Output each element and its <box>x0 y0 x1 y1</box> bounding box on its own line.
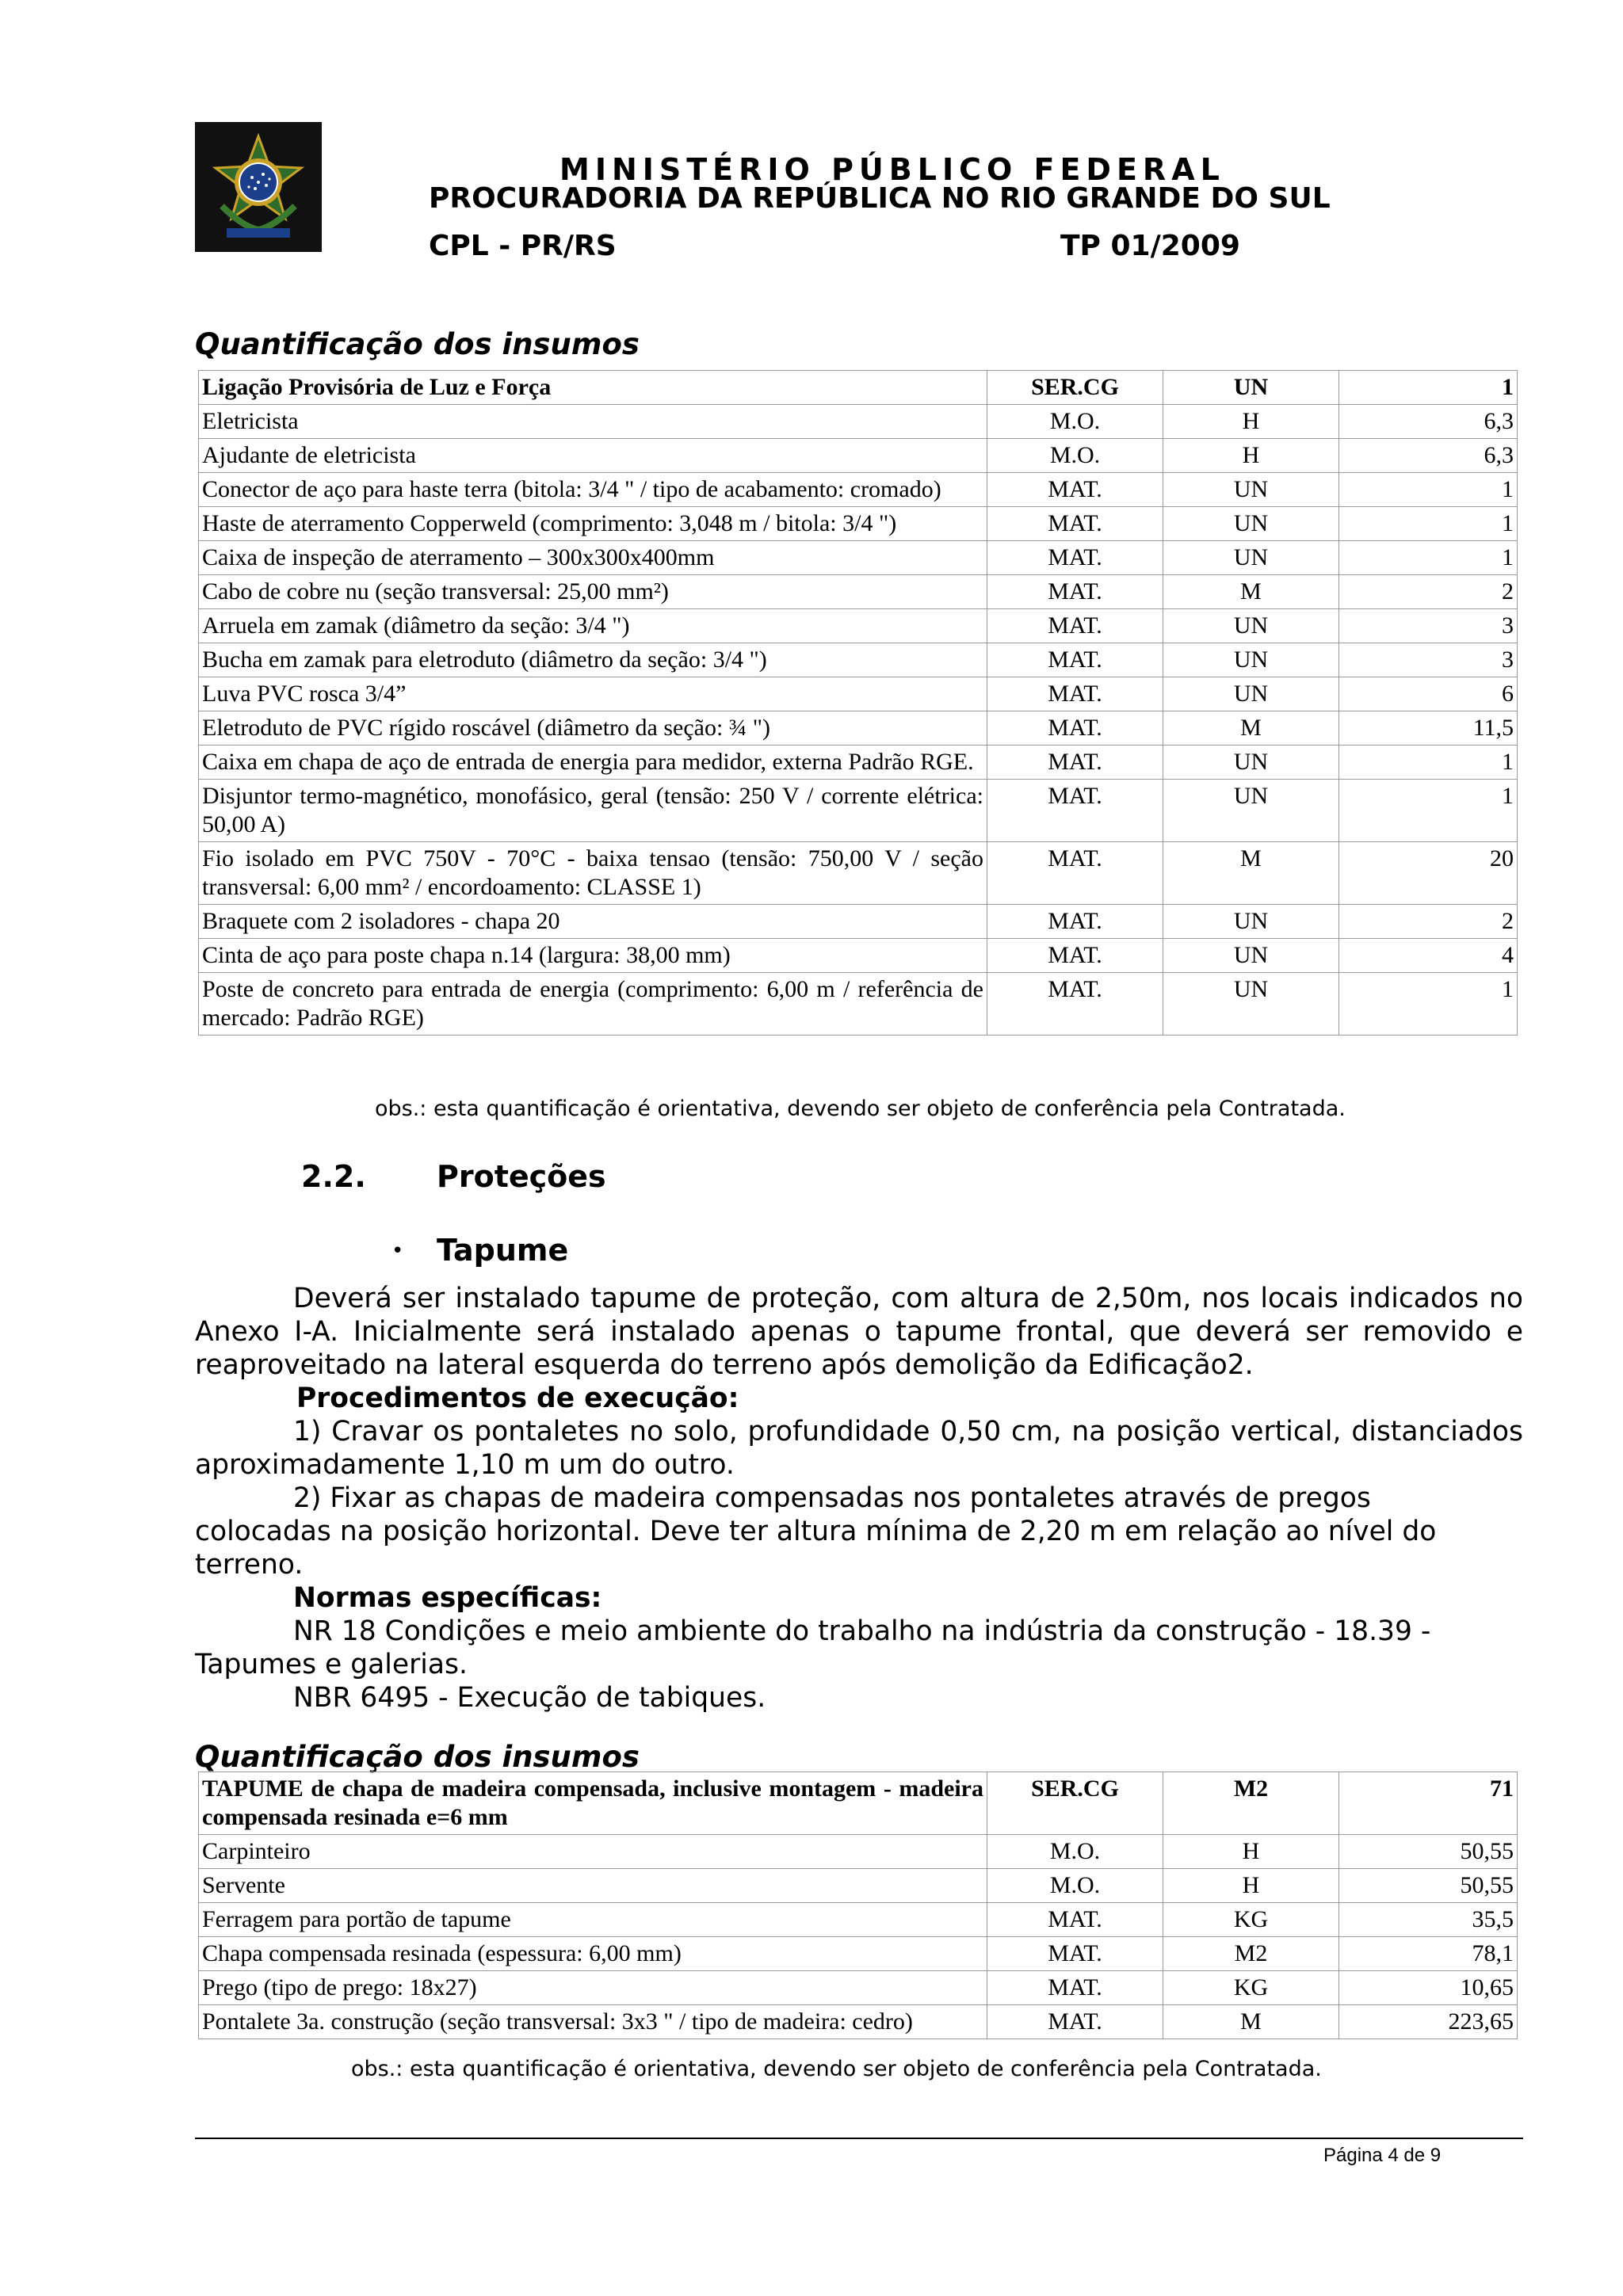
table-row <box>199 1772 1518 1835</box>
cell-unit: M2 <box>1163 1937 1339 1971</box>
bullet-icon: • <box>391 1239 404 1263</box>
cell-unit: KG <box>1163 1971 1339 2005</box>
norms-title: Normas específicas: <box>293 1582 602 1614</box>
table-row <box>199 439 1518 473</box>
procedure-step-2b: colocadas na posição horizontal. Deve ter altura mínima de 2,20 m em relação ao nível do terreno. <box>195 1516 1437 1581</box>
table-row <box>199 711 1518 746</box>
cell-unit: H <box>1163 405 1339 439</box>
cell-type: MAT. <box>987 575 1163 609</box>
cell-desc: Pontalete 3a. construção (seção transversal: 3x3 " / tipo de madeira: cedro) <box>199 2005 987 2039</box>
table1-title: Quantificação dos insumos <box>195 327 640 361</box>
cell-unit: KG <box>1163 1903 1339 1937</box>
cell-unit: UN <box>1163 507 1339 541</box>
cell-desc: Arruela em zamak (diâmetro da seção: 3/4 ") <box>199 609 987 643</box>
cell-qty: 6,3 <box>1339 405 1518 439</box>
table-row <box>199 1869 1518 1903</box>
cell-qty: 20 <box>1339 842 1518 905</box>
cell-type: MAT. <box>987 711 1163 746</box>
cell-desc: Carpinteiro <box>199 1835 987 1869</box>
cell-unit: UN <box>1163 643 1339 677</box>
cell-type: MAT. <box>987 1903 1163 1937</box>
cell-desc: Fio isolado em PVC 750V - 70°C - baixa tensao (tensão: 750,00 V / seção transversal: 6,00 mm² / encordoamento: CLASSE 1) <box>199 842 987 905</box>
cell-qty: 1 <box>1339 541 1518 575</box>
cell-qty: 50,55 <box>1339 1869 1518 1903</box>
cell-desc: Cabo de cobre nu (seção transversal: 25,00 mm²) <box>199 575 987 609</box>
cell-qty: 10,65 <box>1339 1971 1518 2005</box>
cell-qty: 6,3 <box>1339 439 1518 473</box>
cell-desc: Prego (tipo de prego: 18x27) <box>199 1971 987 2005</box>
quantification-table-2 <box>198 1772 1518 2039</box>
cell-qty: 11,5 <box>1339 711 1518 746</box>
section-number: 2.2. <box>301 1159 366 1194</box>
table-row <box>199 905 1518 939</box>
cell-qty: 1 <box>1339 973 1518 1035</box>
table1-obs: obs.: esta quantificação é orientativa, devendo ser objeto de conferência pela Contratada. <box>375 1097 1346 1121</box>
cell-desc: Eletricista <box>199 405 987 439</box>
cell-unit: UN <box>1163 939 1339 973</box>
norm-1: NR 18 Condições e meio ambiente do trabalho na indústria da construção - 18.39 - Tapumes e galerias. <box>195 1615 1431 1680</box>
cell-desc: Haste de aterramento Copperweld (comprimento: 3,048 m / bitola: 3/4 ") <box>199 507 987 541</box>
table-row <box>199 575 1518 609</box>
cell-unit: M <box>1163 842 1339 905</box>
section-title: Proteções <box>437 1159 606 1194</box>
cell-type: SER.CG <box>987 1772 1163 1835</box>
cell-type: MAT. <box>987 677 1163 711</box>
table-row <box>199 643 1518 677</box>
cell-qty: 78,1 <box>1339 1937 1518 1971</box>
table-row <box>199 609 1518 643</box>
cell-unit: UN <box>1163 905 1339 939</box>
cell-type: MAT. <box>987 1971 1163 2005</box>
procedures-title: Procedimentos de execução: <box>296 1383 739 1414</box>
cell-type: M.O. <box>987 1835 1163 1869</box>
cell-unit: H <box>1163 1835 1339 1869</box>
table2-title: Quantificação dos insumos <box>195 1740 640 1774</box>
table-row <box>199 473 1518 507</box>
cell-qty: 50,55 <box>1339 1835 1518 1869</box>
cell-desc: Luva PVC rosca 3/4” <box>199 677 987 711</box>
table-row <box>199 842 1518 905</box>
table-row <box>199 1937 1518 1971</box>
quantification-table-1 <box>198 370 1518 1035</box>
cell-qty: 3 <box>1339 643 1518 677</box>
procedure-step-2a: 2) Fixar as chapas de madeira compensadas nos pontaletes através de pregos <box>293 1482 1371 1514</box>
cell-unit: M <box>1163 711 1339 746</box>
cell-qty: 2 <box>1339 905 1518 939</box>
cell-unit: M <box>1163 575 1339 609</box>
header-cpl: CPL - PR/RS <box>429 230 617 262</box>
cell-desc: Ajudante de eletricista <box>199 439 987 473</box>
cell-type: MAT. <box>987 842 1163 905</box>
table-row <box>199 780 1518 842</box>
brazil-coat-of-arms-icon <box>195 122 322 252</box>
table-row <box>199 541 1518 575</box>
cell-desc: Disjuntor termo-magnético, monofásico, geral (tensão: 250 V / corrente elétrica: 50,00 A) <box>199 780 987 842</box>
cell-qty: 6 <box>1339 677 1518 711</box>
cell-unit: H <box>1163 1869 1339 1903</box>
cell-qty: 223,65 <box>1339 2005 1518 2039</box>
section-body <box>195 1282 1523 1714</box>
cell-type: MAT. <box>987 473 1163 507</box>
header-tp: TP 01/2009 <box>1060 230 1240 262</box>
table-row <box>199 939 1518 973</box>
table-row <box>199 371 1518 405</box>
cell-type: MAT. <box>987 905 1163 939</box>
cell-type: MAT. <box>987 780 1163 842</box>
norm-2: NBR 6495 - Execução de tabiques. <box>293 1682 766 1714</box>
cell-desc: Ligação Provisória de Luz e Força <box>199 371 987 405</box>
cell-desc: Servente <box>199 1869 987 1903</box>
cell-desc: Caixa de inspeção de aterramento – 300x300x400mm <box>199 541 987 575</box>
cell-type: MAT. <box>987 507 1163 541</box>
cell-qty: 1 <box>1339 371 1518 405</box>
header-ministry: MINISTÉRIO PÚBLICO FEDERAL <box>559 152 1225 187</box>
cell-type: MAT. <box>987 643 1163 677</box>
cell-qty: 35,5 <box>1339 1903 1518 1937</box>
table-row <box>199 1971 1518 2005</box>
cell-desc: TAPUME de chapa de madeira compensada, inclusive montagem - madeira compensada resinada e=6 mm <box>199 1772 987 1835</box>
cell-desc: Caixa em chapa de aço de entrada de energia para medidor, externa Padrão RGE. <box>199 746 987 780</box>
cell-unit: UN <box>1163 371 1339 405</box>
cell-qty: 2 <box>1339 575 1518 609</box>
header-procuradoria: PROCURADORIA DA REPÚBLICA NO RIO GRANDE DO SUL <box>429 182 1331 215</box>
table-row <box>199 1835 1518 1869</box>
cell-desc: Ferragem para portão de tapume <box>199 1903 987 1937</box>
cell-type: MAT. <box>987 1937 1163 1971</box>
cell-type: MAT. <box>987 2005 1163 2039</box>
cell-unit: UN <box>1163 609 1339 643</box>
cell-desc: Bucha em zamak para eletroduto (diâmetro da seção: 3/4 ") <box>199 643 987 677</box>
cell-unit: UN <box>1163 541 1339 575</box>
cell-unit: M2 <box>1163 1772 1339 1835</box>
table-row <box>199 405 1518 439</box>
table-row <box>199 677 1518 711</box>
cell-unit: M <box>1163 2005 1339 2039</box>
cell-qty: 4 <box>1339 939 1518 973</box>
cell-type: MAT. <box>987 973 1163 1035</box>
cell-desc: Cinta de aço para poste chapa n.14 (largura: 38,00 mm) <box>199 939 987 973</box>
cell-unit: H <box>1163 439 1339 473</box>
cell-qty: 1 <box>1339 507 1518 541</box>
table-row <box>199 1903 1518 1937</box>
cell-qty: 1 <box>1339 780 1518 842</box>
page-number: Página 4 de 9 <box>1323 2145 1442 2166</box>
table-row <box>199 973 1518 1035</box>
cell-type: M.O. <box>987 405 1163 439</box>
cell-qty: 1 <box>1339 746 1518 780</box>
cell-type: MAT. <box>987 609 1163 643</box>
cell-type: MAT. <box>987 746 1163 780</box>
cell-qty: 71 <box>1339 1772 1518 1835</box>
cell-desc: Conector de aço para haste terra (bitola: 3/4 " / tipo de acabamento: cromado) <box>199 473 987 507</box>
footer-divider <box>195 2138 1523 2139</box>
cell-unit: UN <box>1163 780 1339 842</box>
cell-unit: UN <box>1163 473 1339 507</box>
cell-type: M.O. <box>987 1869 1163 1903</box>
table2-obs: obs.: esta quantificação é orientativa, devendo ser objeto de conferência pela Contratada. <box>351 2057 1322 2081</box>
subsection-title: Tapume <box>437 1233 569 1268</box>
cell-qty: 1 <box>1339 473 1518 507</box>
cell-desc: Eletroduto de PVC rígido roscável (diâmetro da seção: ¾ ") <box>199 711 987 746</box>
cell-type: SER.CG <box>987 371 1163 405</box>
cell-type: MAT. <box>987 541 1163 575</box>
cell-qty: 3 <box>1339 609 1518 643</box>
cell-unit: UN <box>1163 677 1339 711</box>
cell-type: MAT. <box>987 939 1163 973</box>
table-row <box>199 746 1518 780</box>
cell-type: M.O. <box>987 439 1163 473</box>
cell-desc: Poste de concreto para entrada de energia (comprimento: 6,00 m / referência de mercado: Padrão RGE) <box>199 973 987 1035</box>
paragraph-intro: Deverá ser instalado tapume de proteção, com altura de 2,50m, nos locais indicados no Anexo I-A. Inicialmente será instalado apenas o tapume frontal, que deverá ser removido e reaproveitado na lateral esquerda do terreno após demolição da Edificação2. <box>195 1283 1523 1381</box>
table-row <box>199 2005 1518 2039</box>
table-row <box>199 507 1518 541</box>
cell-desc: Chapa compensada resinada (espessura: 6,00 mm) <box>199 1937 987 1971</box>
cell-unit: UN <box>1163 973 1339 1035</box>
cell-unit: UN <box>1163 746 1339 780</box>
procedure-step-1: 1) Cravar os pontaletes no solo, profundidade 0,50 cm, na posição vertical, distanciados aproximadamente 1,10 m um do outro. <box>195 1416 1523 1481</box>
cell-desc: Braquete com 2 isoladores - chapa 20 <box>199 905 987 939</box>
